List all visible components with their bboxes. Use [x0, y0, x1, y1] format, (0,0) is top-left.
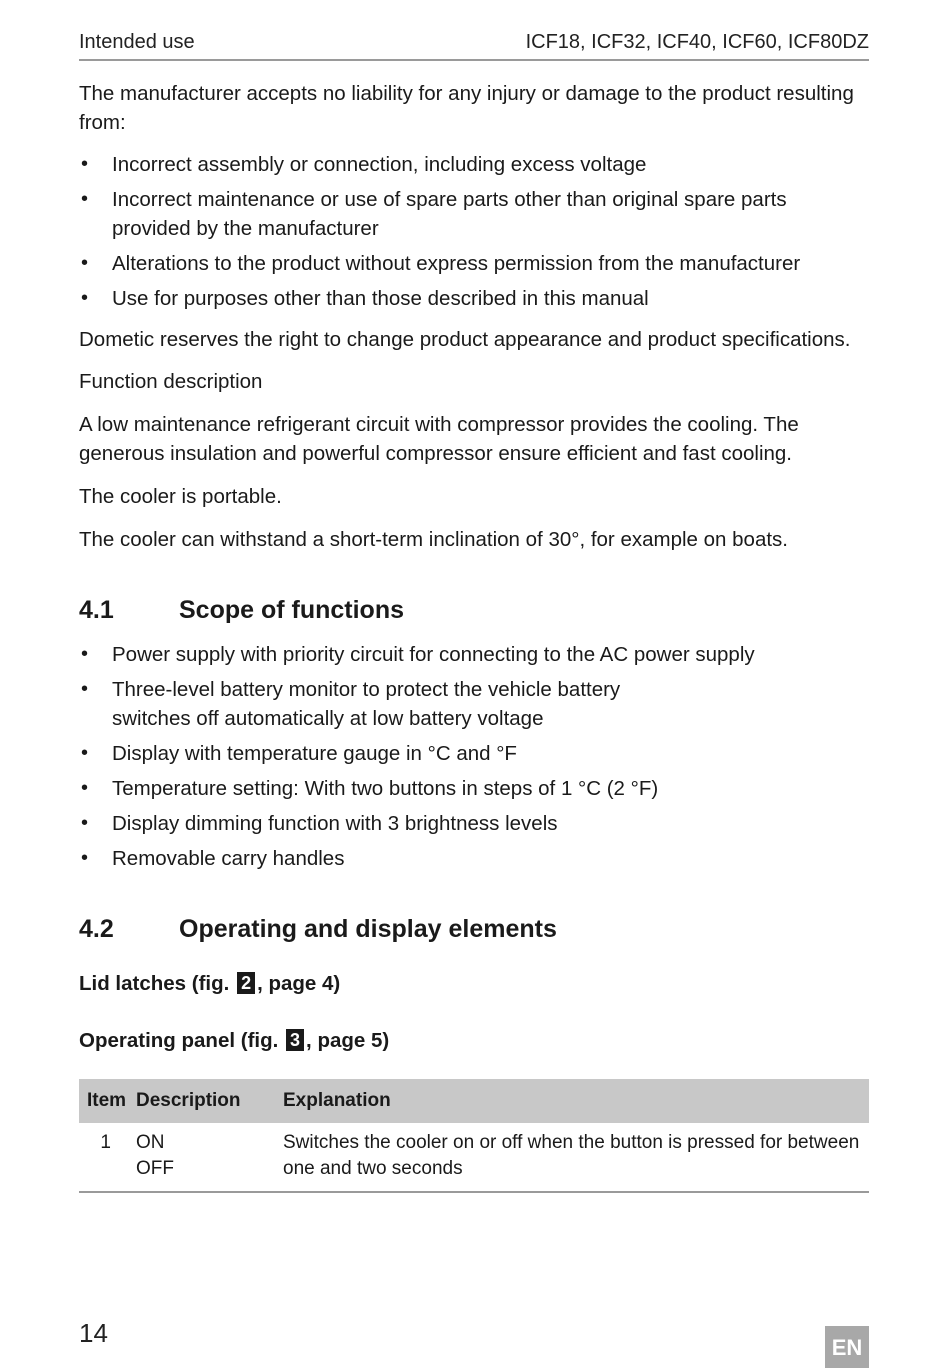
scope-of-functions-list — [79, 640, 869, 873]
function-description-title: Function description — [79, 370, 263, 393]
list-item: • Incorrect maintenance or use of spare parts other than original spare parts provided by the manufacturer — [79, 185, 869, 243]
operating-panel-label: Operating panel (fig. — [79, 1029, 279, 1052]
page-content — [79, 79, 869, 1193]
operating-panel-heading — [79, 1026, 869, 1055]
header-model-list: ICF18, ICF32, ICF40, ICF60, ICF80DZ — [525, 31, 869, 53]
section-number: 4.2 — [79, 915, 114, 943]
figure-reference-badge[interactable]: 2 — [237, 972, 255, 994]
liability-list — [79, 150, 869, 313]
list-item: • Power supply with priority circuit for connecting to the AC power supply — [79, 640, 869, 669]
page-number: 14 — [79, 1318, 108, 1348]
column-header-item: Item — [79, 1079, 136, 1123]
section-4-2-heading — [79, 913, 869, 945]
list-item: • Three-level battery monitor to protect the vehicle battery — [79, 675, 869, 704]
lid-latches-label: Lid latches (fig. — [79, 972, 230, 995]
list-item: • Incorrect assembly or connection, including excess voltage — [79, 150, 869, 179]
list-item: • Temperature setting: With two buttons in steps of 1 °C (2 °F) — [79, 774, 869, 803]
list-item: • Removable carry handles — [79, 844, 869, 873]
section-4-1-heading — [79, 594, 869, 626]
section-title: Scope of functions — [179, 596, 404, 624]
figure-reference-badge[interactable]: 3 — [286, 1029, 304, 1051]
column-header-explanation: Explanation — [283, 1079, 869, 1123]
cell-item: 1 — [79, 1123, 136, 1192]
list-item: • Use for purposes other than those described in this manual — [79, 284, 869, 313]
table-header-row — [79, 1079, 869, 1123]
header-section-title: Intended use — [79, 31, 195, 53]
continuation-text: switches off automatically at low battery voltage — [112, 707, 544, 730]
lid-latches-page-ref: , page 4) — [257, 972, 341, 995]
cell-description — [136, 1123, 283, 1192]
function-description-text: A low maintenance refrigerant circuit with compressor provides the cooling. The generous insulation and powerful compressor ensure efficient and fast cooling. — [79, 413, 799, 465]
column-header-description: Description — [136, 1079, 283, 1123]
list-item-continuation — [79, 704, 869, 733]
running-header — [79, 30, 869, 61]
table-row — [79, 1123, 869, 1192]
section-title: Operating and display elements — [179, 915, 557, 943]
description-line: ON — [136, 1132, 165, 1153]
document-page — [79, 0, 869, 1368]
operating-panel-page-ref: , page 5) — [306, 1029, 390, 1052]
liability-paragraph: The manufacturer accepts no liability for any injury or damage to the product resulting from: — [79, 82, 854, 134]
inclination-paragraph: The cooler can withstand a short-term inclination of 30°, for example on boats. — [79, 528, 788, 551]
cell-explanation: Switches the cooler on or off when the button is pressed for between one and two seconds — [283, 1123, 869, 1192]
lid-latches-heading — [79, 969, 869, 998]
description-line: OFF — [136, 1158, 174, 1179]
list-item: • Display with temperature gauge in °C and °F — [79, 739, 869, 768]
section-number: 4.1 — [79, 596, 114, 624]
operating-elements-table — [79, 1079, 869, 1193]
portable-paragraph: The cooler is portable. — [79, 485, 282, 508]
language-badge: EN — [825, 1326, 869, 1368]
list-item: • Display dimming function with 3 brightness levels — [79, 809, 869, 838]
reserves-paragraph: Dometic reserves the right to change product appearance and product specifications. — [79, 328, 851, 351]
list-item: • Alterations to the product without express permission from the manufacturer — [79, 249, 869, 278]
